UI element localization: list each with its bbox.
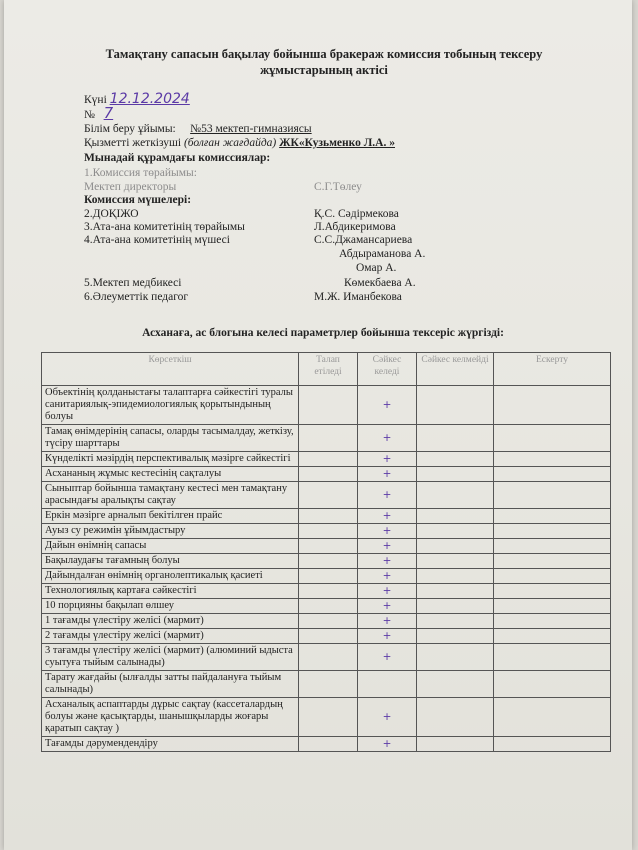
check-mark: + bbox=[358, 467, 417, 482]
check-mark: + bbox=[358, 644, 417, 671]
check-mark: + bbox=[358, 569, 417, 584]
table-row bbox=[42, 452, 611, 467]
number-value: 7 bbox=[103, 104, 114, 122]
member-role: 2.ДОҚІЖО bbox=[84, 208, 139, 220]
header-note: Ескерту bbox=[494, 353, 611, 386]
chair-role: Мектеп директоры bbox=[84, 181, 177, 193]
check-mark: + bbox=[358, 554, 417, 569]
row-label: 1 тағамды үлестіру желісі (мармит) bbox=[42, 614, 299, 629]
header-indicator: Көрсеткіш bbox=[42, 353, 299, 386]
member-role: 6.Әлеуметтік педагог bbox=[84, 291, 189, 303]
table-row bbox=[42, 539, 611, 554]
row-label: Тағамды дәрумендендіру bbox=[42, 737, 299, 752]
table-row bbox=[42, 644, 611, 671]
member-role: 5.Мектеп медбикесі bbox=[84, 277, 182, 289]
table-row bbox=[42, 584, 611, 599]
member-role: 4.Ата-ана комитетінің мүшесі bbox=[84, 234, 230, 246]
member-name: Абдыраманова А. bbox=[339, 248, 426, 260]
number-label: № bbox=[84, 109, 95, 121]
supplier-label: Қызметті жеткізуші bbox=[84, 137, 182, 149]
row-label: Бақылаудағы тағамның болуы bbox=[42, 554, 299, 569]
header-required: Талап етіледі bbox=[299, 353, 358, 386]
check-mark: + bbox=[358, 524, 417, 539]
check-mark: + bbox=[358, 425, 417, 452]
date-line bbox=[84, 92, 190, 107]
row-label: Тамақ өнімдерінің сапасы, оларды тасымалдау, жеткізу, түсіру шарттары bbox=[42, 425, 299, 452]
row-label: 3 тағамды үлестіру желісі (мармит) (алюминий ыдыста суытуға тыйым салынады) bbox=[42, 644, 299, 671]
row-label: Еркін мәзірге арналып бекітілген прайс bbox=[42, 509, 299, 524]
row-label: Асхананың жұмыс кестесінің сақталуы bbox=[42, 467, 299, 482]
check-mark: + bbox=[358, 584, 417, 599]
check-mark: + bbox=[358, 482, 417, 509]
member-name: Омар А. bbox=[356, 262, 397, 274]
supplier-value: ЖК«Кузьменко Л.А. » bbox=[279, 137, 395, 149]
chair-label: 1.Комиссия төрайымы: bbox=[84, 167, 197, 179]
check-mark: + bbox=[358, 539, 417, 554]
member-name: Л.Абдикеримова bbox=[314, 221, 396, 233]
table-row bbox=[42, 614, 611, 629]
row-label: 10 порцияны бақылап өлшеу bbox=[42, 599, 299, 614]
table-row bbox=[42, 524, 611, 539]
check-mark: + bbox=[358, 509, 417, 524]
check-mark: + bbox=[358, 452, 417, 467]
table-row bbox=[42, 569, 611, 584]
table-row bbox=[42, 554, 611, 569]
header-noncompliant: Сәйкес келмейді bbox=[417, 353, 494, 386]
member-name: Қ.С. Сәдірмекова bbox=[314, 208, 399, 220]
member-name: М.Ж. Иманбекова bbox=[314, 291, 402, 303]
table-row bbox=[42, 698, 611, 737]
table-header-row bbox=[42, 353, 611, 386]
table-row bbox=[42, 386, 611, 425]
row-label: Дайын өнімнің сапасы bbox=[42, 539, 299, 554]
document-page bbox=[4, 0, 632, 850]
supplier-note: (болған жағдайда) bbox=[183, 137, 277, 149]
table-row bbox=[42, 599, 611, 614]
row-label: Ауыз су режимін ұйымдастыру bbox=[42, 524, 299, 539]
check-mark: + bbox=[358, 737, 417, 752]
check-mark: + bbox=[358, 599, 417, 614]
header-compliant: Сәйкес келеді bbox=[358, 353, 417, 386]
check-mark: + bbox=[358, 629, 417, 644]
table-row bbox=[42, 425, 611, 452]
table-row bbox=[42, 671, 611, 698]
table-row bbox=[42, 467, 611, 482]
row-label: Объектінің қолданыстағы талаптарға сәйкестігі туралы санитариялық-эпидемиологиялық қорытындының болуы bbox=[42, 386, 299, 425]
row-label: Дайындалған өнімнің органолептикалық қасиеті bbox=[42, 569, 299, 584]
table-intro: Асханаға, ас блогына келесі параметрлер бойынша тексеріс жүргізді: bbox=[142, 327, 504, 339]
table-row bbox=[42, 509, 611, 524]
member-role: 3.Ата-ана комитетінің төрайымы bbox=[84, 221, 245, 233]
date-label: Күні bbox=[84, 94, 107, 106]
org-label: Білім беру ұйымы: bbox=[84, 123, 176, 135]
check-mark: + bbox=[358, 386, 417, 425]
chair-name: С.Г.Төлеу bbox=[314, 181, 362, 193]
row-label: Сыныптар бойынша тамақтану кестесі мен тамақтану арасындағы аралықты сақтау bbox=[42, 482, 299, 509]
row-label: Технологиялық картаға сәйкестігі bbox=[42, 584, 299, 599]
row-label: Тарату жағдайы (ылғалды затты пайдалануға тыйым салынады) bbox=[42, 671, 299, 698]
date-value: 12.12.2024 bbox=[109, 91, 190, 107]
row-label: 2 тағамды үлестіру желісі (мармит) bbox=[42, 629, 299, 644]
commission-heading: Мынадай құрамдағы комиссиялар: bbox=[84, 152, 271, 164]
members-heading: Комиссия мүшелері: bbox=[84, 194, 192, 206]
table-row bbox=[42, 737, 611, 752]
check-mark: + bbox=[358, 614, 417, 629]
number-line bbox=[84, 106, 113, 122]
table-row bbox=[42, 629, 611, 644]
org-value: №53 мектеп-гимназиясы bbox=[190, 123, 312, 135]
inspection-table bbox=[41, 352, 611, 752]
document-title: Тамақтану сапасын бақылау бойынша бракераж комиссия тобының тексеру жұмыстарының актісі bbox=[105, 47, 543, 77]
row-label: Асханалық аспаптарды дұрыс сақтау (кассеталардың болуы және қасықтарды, шанышқыларды жоғары қаратып сақтау ) bbox=[42, 698, 299, 737]
member-name: С.С.Джамансариева bbox=[314, 234, 413, 246]
org-line bbox=[84, 122, 312, 136]
table-row bbox=[42, 482, 611, 509]
member-name: Көмекбаева А. bbox=[344, 277, 416, 289]
supplier-line bbox=[84, 136, 395, 150]
check-mark: + bbox=[358, 698, 417, 737]
row-label: Күнделікті мәзірдің перспективалық мәзірге сәйкестігі bbox=[42, 452, 299, 467]
